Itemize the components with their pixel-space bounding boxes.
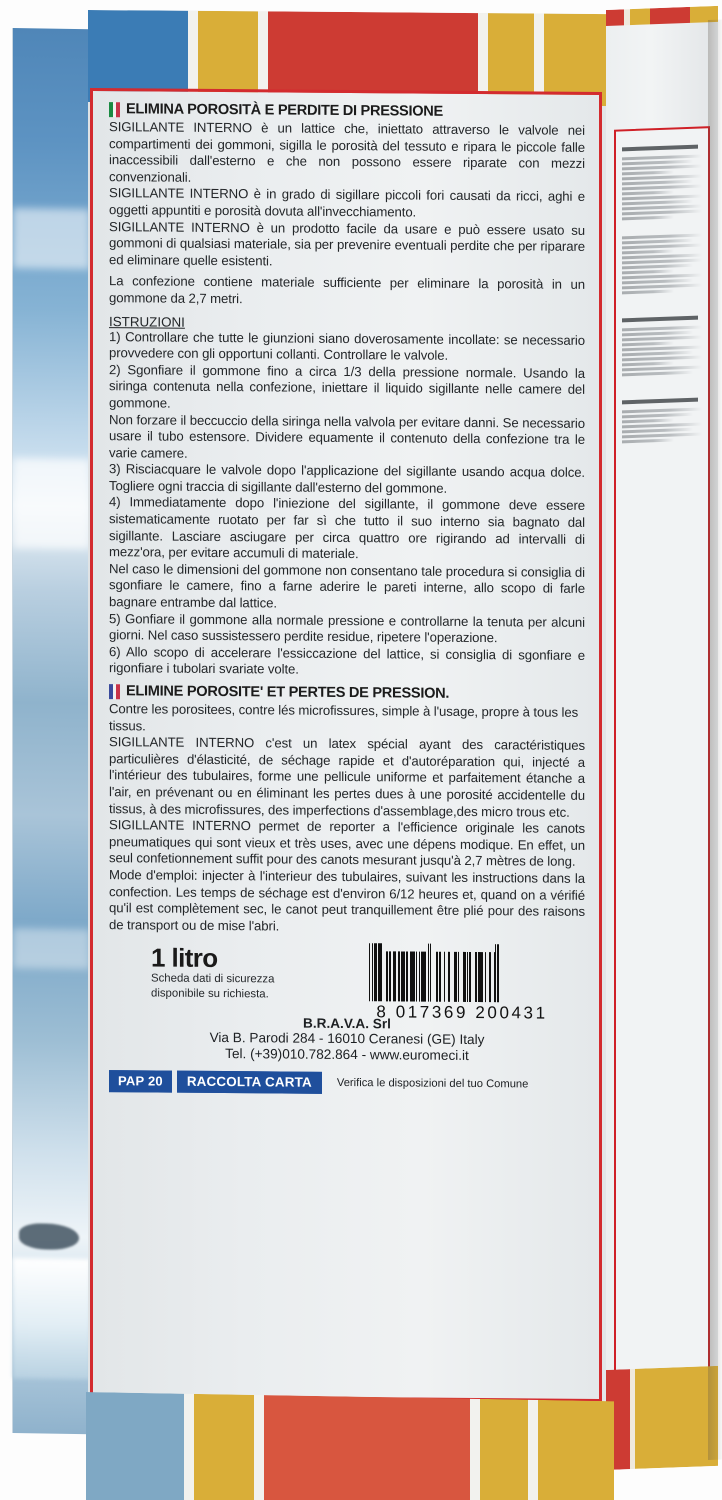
band-segment-blue (86, 1392, 184, 1500)
band-hinge-stripe (528, 1400, 538, 1500)
band-segment-yellow (194, 1394, 254, 1500)
spine-body-line (622, 243, 702, 249)
spine-body-line (622, 355, 702, 361)
it-paragraph-1: SIGILLANTE INTERNO è un lattice che, iniettato attraverso le valvole nei compartimenti dei gommoni, sigilla le porosità del tessuto e ripara le piccole falle inaccessibili dall'esterno e che non possono essere riparate con mezzi convenzionali. (109, 119, 585, 185)
band-hinge-stripe (184, 1394, 194, 1500)
spine-body-line (622, 362, 674, 367)
cloud-shape (13, 458, 90, 549)
spine-heading-line (622, 398, 698, 405)
it-instruction-5: 5) Gonfiare il gommone alla normale pressione e controllarne la tenuta per alcuni giorni. Nel caso sussistessero perdite residue, ripetere l'operazione. (109, 610, 585, 646)
it-paragraph-2: SIGILLANTE INTERNO è in grado di sigillare piccoli fori causati da ricci, aghi e oggetti appuntiti e porosità dovuta all'invecchiamento. (109, 185, 585, 220)
spine-body-line (622, 283, 702, 289)
it-paragraph-4: La confezione contiene materiale sufficiente per eliminare la porosità in un gommone da 2,7 metri. (109, 273, 585, 307)
spine-body-line (622, 439, 674, 444)
product-label-panel (90, 88, 602, 1402)
safety-data-sheet-line-2: disponibile su richiesta. (151, 987, 269, 1001)
spine-body-line (622, 342, 674, 347)
spine-spacer (620, 293, 704, 308)
it-instruction-6: 6) Allo scopo di accelerare l'essiccazione del lattice, si consiglia di sgonfiare e rigonfiare i tubolari svariate volte. (109, 643, 585, 678)
spine-heading-line (622, 145, 698, 152)
box-spine-face (606, 22, 718, 1446)
product-box (8, 10, 714, 1492)
spine-body-line (622, 250, 674, 255)
company-address: Via B. Parodi 284 - 16010 Ceranesi (GE) Italy (209, 1030, 485, 1048)
pap-code-badge: PAP 20 (109, 1070, 172, 1092)
spine-body-line (622, 191, 674, 196)
french-heading-text: ELIMINE POROSITE' ET PERTES DE PRESSION. (126, 683, 450, 702)
it-instruction-4: 4) Immediatamente dopo l'iniezione del sigillante, il gommone deve essere sistematicamente ruotato per far sì che tutto il suo interno sia bagnato dal sigillante. Lasciare asciugare per circa quattro ore rigirando ad intervalli di mezz'ora, per evitare accumuli di materiale. (109, 494, 585, 562)
spine-body-line (622, 216, 674, 221)
barcode-block (369, 944, 555, 1024)
spine-spacer (620, 375, 704, 390)
spine-body-line (622, 164, 702, 170)
box-spine-bottom-band (606, 1366, 718, 1470)
spine-body-line (622, 290, 674, 295)
it-instruction-2b: Non forzare il beccuccio della siringa nella valvola per evitare danni. Se necessario usare il tubo estensore. Dividere equamente il contenuto della confezione tra le varie camere. (109, 411, 585, 461)
fr-paragraph-4: Mode d'emploi: injecter à l'interieur des tubulaires, suivant les instructions dans la confection. Les temps de séchage est d'environ 6/12 heures et, quand on a vérifié qu'il est complètement sec, le canot peut tranquillement être plié pour des raisons de transport ou de mise l'abri. (109, 867, 585, 934)
spine-body-line (622, 432, 702, 438)
volume-label: 1 litro (151, 942, 218, 974)
it-instruction-3: 3) Risciacquare le valvole dopo l'applicazione del sigillante usando acqua dolce. Togliere ogni traccia di sigillante dall'esterno del gommone. (109, 461, 585, 496)
barcode-number: 8 017369 200431 (376, 1002, 548, 1023)
french-section-header (109, 683, 585, 703)
spine-body-line (622, 184, 702, 190)
spine-band-yellow (635, 1366, 718, 1469)
barcode-bars (369, 944, 555, 1003)
recycling-note: Verifica le disposizioni del tuo Comune (336, 1077, 529, 1091)
spine-body-line (622, 335, 702, 341)
spine-body-line (622, 413, 693, 419)
box-left-photo-face (12, 28, 90, 1434)
cloud-shape (13, 928, 90, 969)
spine-spacer (620, 219, 704, 234)
box-bottom-color-band (86, 1392, 614, 1500)
company-name: B.R.A.V.A. Srl (303, 1015, 391, 1032)
boat-hull-shape (19, 1223, 79, 1250)
fr-paragraph-2: SIGILLANTE INTERNO c'est un latex spécial ayant des caractéristiques particulières d'élasticité, de séchage rapide et d'autoréparation qui, injecté a l'intérieur des tubulaires, forme une pellicule uniforme et parfaitement étanche a l'air, en prévenant ou en éliminant les pertes dues à une porosité accidentelle du tissus, à des microfissures, des imperfections d'assemblage,des micro trous etc. (109, 734, 585, 820)
spine-body-line (622, 419, 674, 424)
cloud-shape (13, 208, 90, 269)
band-hinge-stripe (254, 1395, 264, 1500)
company-contact: Tel. (+39)010.782.864 - www.euromeci.it (225, 1046, 469, 1064)
spine-body-line (622, 171, 674, 176)
it-paragraph-3: SIGILLANTE INTERNO è un prodotto facile da usare e può essere usato su gommoni di qualsiasi materiale, sia per prevenire eventuali perdite che per riparare ed eliminare quelle esistenti. (109, 218, 585, 269)
france-flag-icon (109, 684, 120, 699)
instructions-title: ISTRUZIONI (109, 313, 185, 330)
recycling-row (109, 1070, 585, 1096)
italy-flag-icon (109, 102, 120, 117)
band-segment-red (264, 1395, 470, 1500)
fr-paragraph-1: Contre les porositees, contre lés microfissures, simple à l'usage, propre à tous les tissus. (109, 701, 579, 734)
it-instruction-4b: Nel caso le dimensioni del gommone non consentano tale procedura si consiglia di sgonfiare le camere, fino a farne aderire le pareti interne, allo scopo di farle bagnare entrambe dal lattice. (109, 560, 585, 611)
italian-heading-text: ELIMINA POROSITÀ E PERDITE DI PRESSIONE (126, 101, 443, 120)
safety-data-sheet-line-1: Scheda dati di sicurezza (151, 972, 275, 986)
label-footer (109, 943, 585, 1096)
it-instruction-2: 2) Sgonfiare il gommone fino a circa 1/3 della pressione normale. Usando la siringa contenuta nella confezione, iniettare il liquido sigillante nelle camere del gommone. (109, 361, 585, 411)
italian-section-header (109, 101, 585, 121)
band-segment-yellow (538, 1400, 614, 1500)
spine-body-line (622, 264, 693, 270)
spine-body-line (622, 209, 702, 215)
it-instruction-1: 1) Controllare che tutte le giunzioni siano doverosamente incollate: se necessario provvedere con gli opportuni collanti. Controllare le valvole. (109, 328, 585, 363)
spine-text-panel (614, 126, 710, 1380)
band-hinge-stripe (470, 1399, 480, 1500)
sea-foam-shape (13, 1258, 90, 1379)
spine-heading-line (622, 316, 698, 323)
fr-paragraph-3: SIGILLANTE INTERNO permet de reporter a l'efficience originale les canots pneumatiques qui sont vieux et très uses, avec une dépens modique. En effet, un seul confetionnement suffit pour des canots mesurant jusqu'à 2,7 mètres de long. (109, 817, 585, 870)
spine-body-line (622, 270, 674, 275)
recycling-stream-badge: RACCOLTA CARTA (177, 1071, 322, 1094)
band-segment-yellow (480, 1399, 528, 1500)
